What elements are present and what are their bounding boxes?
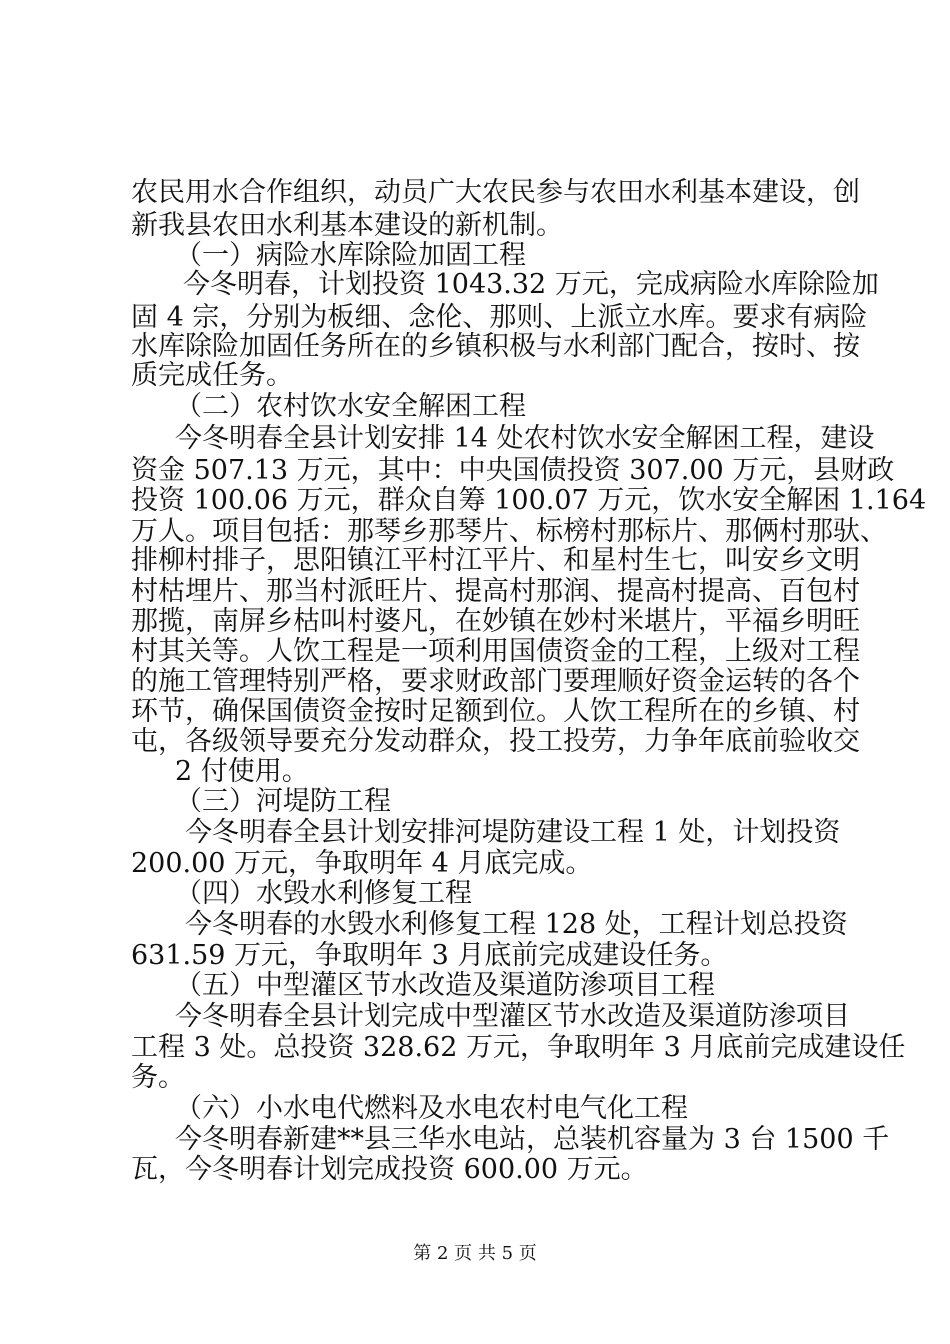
- body-text-line: 固 4 宗，分别为板细、念伦、那则、上派立水库。要求有病险: [131, 302, 868, 333]
- body-text-line: 农民用水合作组织，动员广大农民参与农田水利基本建设，创: [131, 177, 860, 208]
- body-text-line: 的施工管理特别严格，要求财政部门要理顺好资金运转的各个: [131, 666, 860, 697]
- body-text-line: 投资 100.06 万元，群众自筹 100.07 万元，饮水安全解困 1.164: [131, 485, 927, 516]
- body-text-line: 水库除险加固任务所在的乡镇积极与水利部门配合，按时、按: [131, 331, 860, 362]
- body-text-line: 今冬明春全县计划完成中型灌区节水改造及渠道防渗项目: [175, 1001, 850, 1032]
- body-text-line: 村其关等。人饮工程是一项利用国债资金的工程，上级对工程: [131, 636, 860, 667]
- body-text-line: 资金 507.13 万元，其中：中央国债投资 307.00 万元，县财政: [131, 455, 895, 486]
- body-text-line: 质完成任务。: [131, 360, 293, 391]
- body-text-line: 村枯埋片、那当村派旺片、提高村那润、提高村提高、百包村: [131, 576, 860, 607]
- page-number-footer: 第 2 页 共 5 页: [413, 1243, 537, 1264]
- section-heading-3: （三）河堤防工程: [175, 786, 391, 817]
- body-text-line: 今冬明春全县计划安排河堤防建设工程 1 处，计划投资: [185, 817, 841, 848]
- section-heading-2: （二）农村饮水安全解困工程: [175, 391, 526, 422]
- body-text-line: 务。: [131, 1062, 185, 1093]
- body-text-line: 工程 3 处。总投资 328.62 万元，争取明年 3 月底前完成建设任: [131, 1032, 906, 1063]
- body-text-line: 631.59 万元，争取明年 3 月底前完成建设任务。: [131, 940, 728, 971]
- body-text-line: 200.00 万元，争取明年 4 月底完成。: [131, 848, 593, 879]
- body-text-line: 新我县农田水利基本建设的新机制。: [131, 210, 563, 241]
- body-text-line: 今冬明春新建**县三华水电站，总装机容量为 3 台 1500 千: [175, 1124, 890, 1155]
- body-text-line: 今冬明春，计划投资 1043.32 万元，完成病险水库除险加: [183, 269, 879, 300]
- section-heading-4: （四）水毁水利修复工程: [175, 878, 472, 909]
- section-heading-1: （一）病险水库除险加固工程: [175, 240, 526, 271]
- body-text-line: 今冬明春全县计划安排 14 处农村饮水安全解困工程，建设: [175, 423, 875, 454]
- section-heading-5: （五）中型灌区节水改造及渠道防渗项目工程: [175, 970, 715, 1001]
- body-text-line: 万人。项目包括：那琴乡那琴片、标榜村那标片、那俩村那驮、: [131, 516, 887, 547]
- body-text-line: 环节，确保国债资金按时足额到位。人饮工程所在的乡镇、村: [131, 696, 860, 727]
- section-heading-6: （六）小水电代燃料及水电农村电气化工程: [175, 1093, 688, 1124]
- body-text-line: 2 付使用。: [175, 756, 309, 787]
- body-text-line: 排柳村排子，思阳镇江平村江平片、和星村生七，叫安乡文明: [131, 545, 860, 576]
- body-text-line: 那揽，南屏乡枯叫村婆凡，在妙镇在妙村米堪片，平福乡明旺: [131, 606, 860, 637]
- body-text-line: 瓦，今冬明春计划完成投资 600.00 万元。: [131, 1154, 648, 1185]
- body-text-line: 今冬明春的水毁水利修复工程 128 处，工程计划总投资: [185, 909, 848, 940]
- body-text-line: 屯，各级领导要充分发动群众，投工投劳，力争年底前验收交: [131, 726, 860, 757]
